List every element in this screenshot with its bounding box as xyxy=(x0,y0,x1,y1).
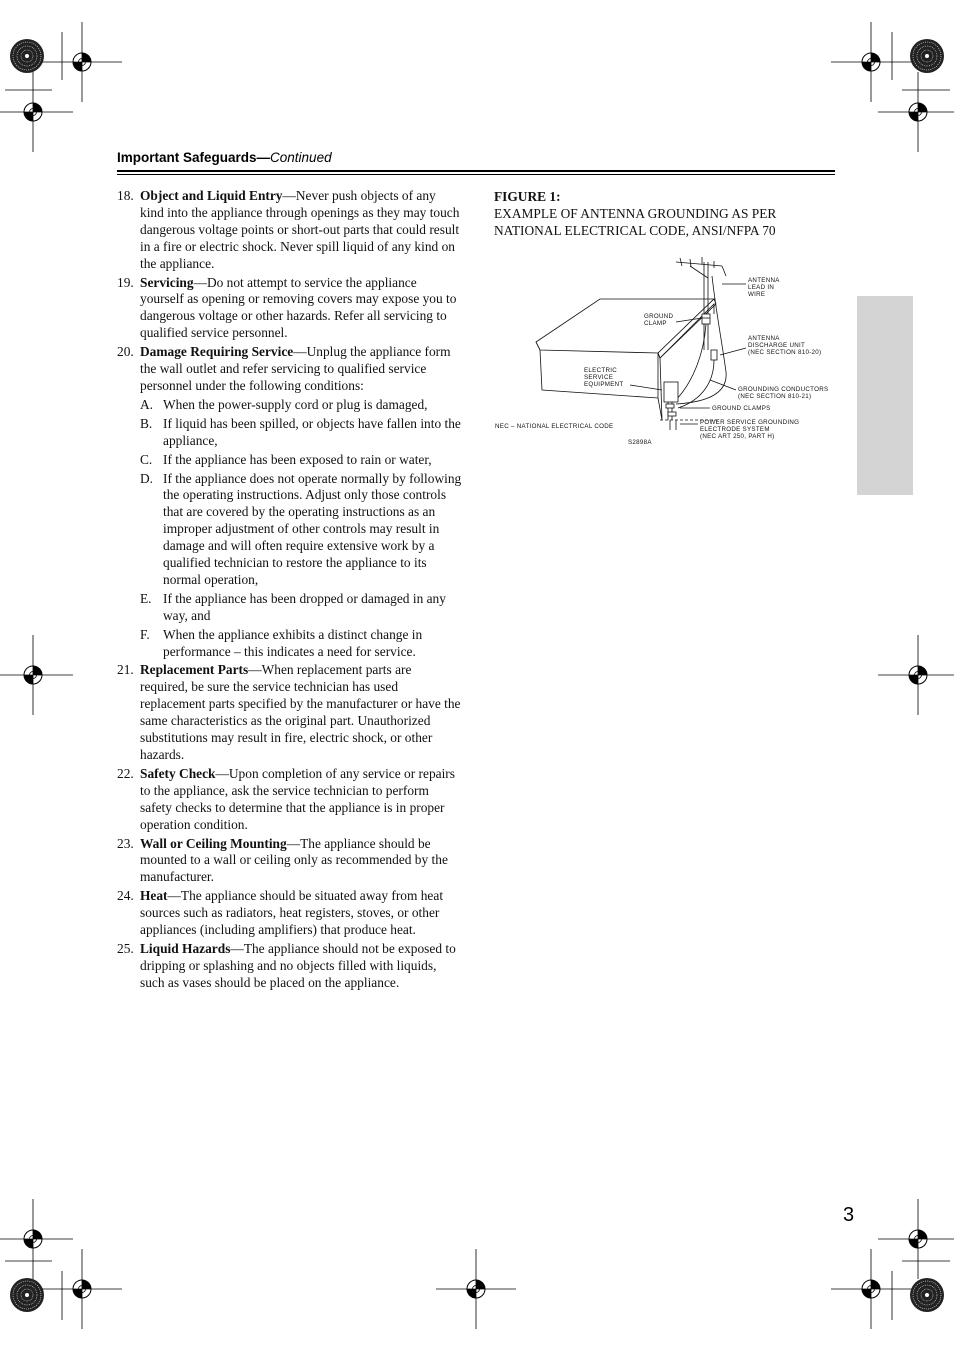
sub-item-text: If liquid has been spilled, or objects have fallen into the appliance, xyxy=(163,415,461,448)
item-text: —The appliance should be situated away from heat sources such as radiators, heat registers, stoves, or other appliances (including amplifiers) that produce heat. xyxy=(140,888,444,938)
list-item xyxy=(117,662,462,763)
sub-item-text: If the appliance has been exposed to rain or water, xyxy=(163,451,432,467)
figure-title: FIGURE 1: xyxy=(494,189,561,204)
list-item xyxy=(117,188,462,273)
sub-item-letter: D. xyxy=(140,470,154,486)
label-discharge-unit: (NEC SECTION 810-20) xyxy=(748,349,822,356)
item-number: 21. xyxy=(117,662,134,678)
label-discharge-unit: DISCHARGE UNIT xyxy=(748,342,806,349)
item-text: —Never push objects of any kind into the appliance through openings as they may touch dangerous voltage points or short-out parts that could result in a fire or electric shock. Never spill liquid of any kind on the appliance. xyxy=(140,188,460,271)
sub-item-letter: E. xyxy=(140,590,152,606)
item-number: 23. xyxy=(117,835,134,851)
item-text: —Upon completion of any service or repairs to the appliance, ask the service technician to perform safety checks to determine that the appliance is in proper operation condition. xyxy=(140,765,455,832)
sub-item-text: When the appliance exhibits a distinct change in performance – this indicates a need for service. xyxy=(163,626,423,659)
list-item xyxy=(117,766,462,834)
item-number: 19. xyxy=(117,274,134,290)
label-power-service: POWER SERVICE GROUNDING xyxy=(700,419,800,426)
label-grounding-conductors: GROUNDING CONDUCTORS xyxy=(738,386,829,393)
item-number: 22. xyxy=(117,765,134,781)
leader-discharge xyxy=(720,348,746,355)
label-ground-clamp: CLAMP xyxy=(644,320,667,327)
item-title: Liquid Hazards xyxy=(140,940,231,956)
item-text: —Unplug the appliance form the wall outlet and refer servicing to qualified service personnel under the following conditions: xyxy=(140,344,451,393)
header-continued: Continued xyxy=(270,150,332,165)
header-title: Important Safeguards— xyxy=(117,150,271,165)
sub-item-letter: A. xyxy=(140,396,154,412)
list-item xyxy=(117,941,462,992)
item-title: Replacement Parts xyxy=(140,662,249,678)
sub-item-text: When the power-supply cord or plug is damaged, xyxy=(163,396,428,412)
list-item xyxy=(117,275,462,343)
sub-item xyxy=(117,452,462,469)
label-ground-clamp: GROUND xyxy=(644,313,674,320)
item-number: 25. xyxy=(117,940,134,956)
label-ground-clamps: GROUND CLAMPS xyxy=(712,405,771,412)
antenna-grounding-diagram xyxy=(490,252,835,452)
label-electric-service: SERVICE xyxy=(584,374,614,381)
electric-service-box xyxy=(664,382,678,402)
item-number: 20. xyxy=(117,344,134,360)
sub-item-letter: F. xyxy=(140,626,150,642)
header-rule xyxy=(117,170,835,172)
sub-item-text: If the appliance does not operate normally by following the operating instructions. Adjust only those controls that are covered by the operating instructions as an improper adjustment of other controls may result in damage and will often require extensive work by a qualified technician to restore the appliance to its normal operation, xyxy=(163,470,462,587)
label-nec: NEC – NATIONAL ELECTRICAL CODE xyxy=(495,423,614,430)
safeguards-list xyxy=(117,188,462,994)
label-power-service: ELECTRODE SYSTEM xyxy=(700,426,770,433)
sub-item-letter: C. xyxy=(140,451,153,467)
label-antenna-lead: WIRE xyxy=(748,291,766,298)
label-antenna-lead: LEAD IN xyxy=(748,284,775,291)
sub-item xyxy=(117,397,462,414)
item-number: 24. xyxy=(117,888,134,904)
house-wall-corner xyxy=(658,353,662,420)
label-figure-code: S2898A xyxy=(628,439,652,446)
item-title: Safety Check xyxy=(140,765,216,781)
header-rule-thin xyxy=(117,174,835,175)
item-number: 18. xyxy=(117,188,134,203)
item-text: —When replacement parts are required, be sure the service technician has used replacement parts specified by the manufacturer or have the same characteristics as the original part. Unauthorized substitutions may result in fire, electric shock, or other hazards. xyxy=(140,662,461,762)
label-discharge-unit: ANTENNA xyxy=(748,335,780,342)
item-title: Damage Requiring Service xyxy=(140,344,294,360)
figure-caption: EXAMPLE OF ANTENNA GROUNDING AS PER NATIONAL ELECTRICAL CODE, ANSI/NFPA 70 xyxy=(494,206,777,239)
label-power-service: (NEC ART 250, PART H) xyxy=(700,433,775,440)
label-electric-service: ELECTRIC xyxy=(584,367,617,374)
running-header xyxy=(117,150,332,165)
side-tab xyxy=(857,296,913,495)
sub-item xyxy=(117,416,462,450)
item-title: Wall or Ceiling Mounting xyxy=(140,835,287,851)
figure-heading xyxy=(494,188,834,240)
item-text: —Do not attempt to service the appliance yourself as opening or removing covers may expose you to dangerous voltage or other hazards. Refer all servicing to qualified service personnel. xyxy=(140,274,457,341)
label-antenna-lead: ANTENNA xyxy=(748,277,780,284)
list-item xyxy=(117,888,462,939)
sub-item xyxy=(117,471,462,589)
ground-clamp xyxy=(702,314,710,324)
item-title: Object and Liquid Entry xyxy=(140,188,283,203)
page-number: 3 xyxy=(843,1204,855,1226)
label-electric-service: EQUIPMENT xyxy=(584,381,624,388)
item-title: Servicing xyxy=(140,274,194,290)
lead-in-wire xyxy=(676,276,726,404)
sub-item-letter: B. xyxy=(140,415,153,431)
sub-item xyxy=(117,627,462,661)
item-text: —The appliance should be mounted to a wall or ceiling only as recommended by the manufacturer. xyxy=(140,835,448,885)
item-text: —The appliance should not be exposed to dripping or splashing and no objects filled with liquids, such as vases should be placed on the appliance. xyxy=(140,940,456,990)
list-item xyxy=(117,344,462,395)
label-grounding-conductors: (NEC SECTION 810-21) xyxy=(738,393,812,400)
sub-item xyxy=(117,591,462,625)
list-item xyxy=(117,836,462,887)
discharge-unit xyxy=(711,350,717,360)
sub-item-text: If the appliance has been dropped or damaged in any way, and xyxy=(163,590,446,623)
leader-conductors xyxy=(710,380,736,390)
leader-electric xyxy=(630,385,662,390)
item-title: Heat xyxy=(140,888,168,904)
